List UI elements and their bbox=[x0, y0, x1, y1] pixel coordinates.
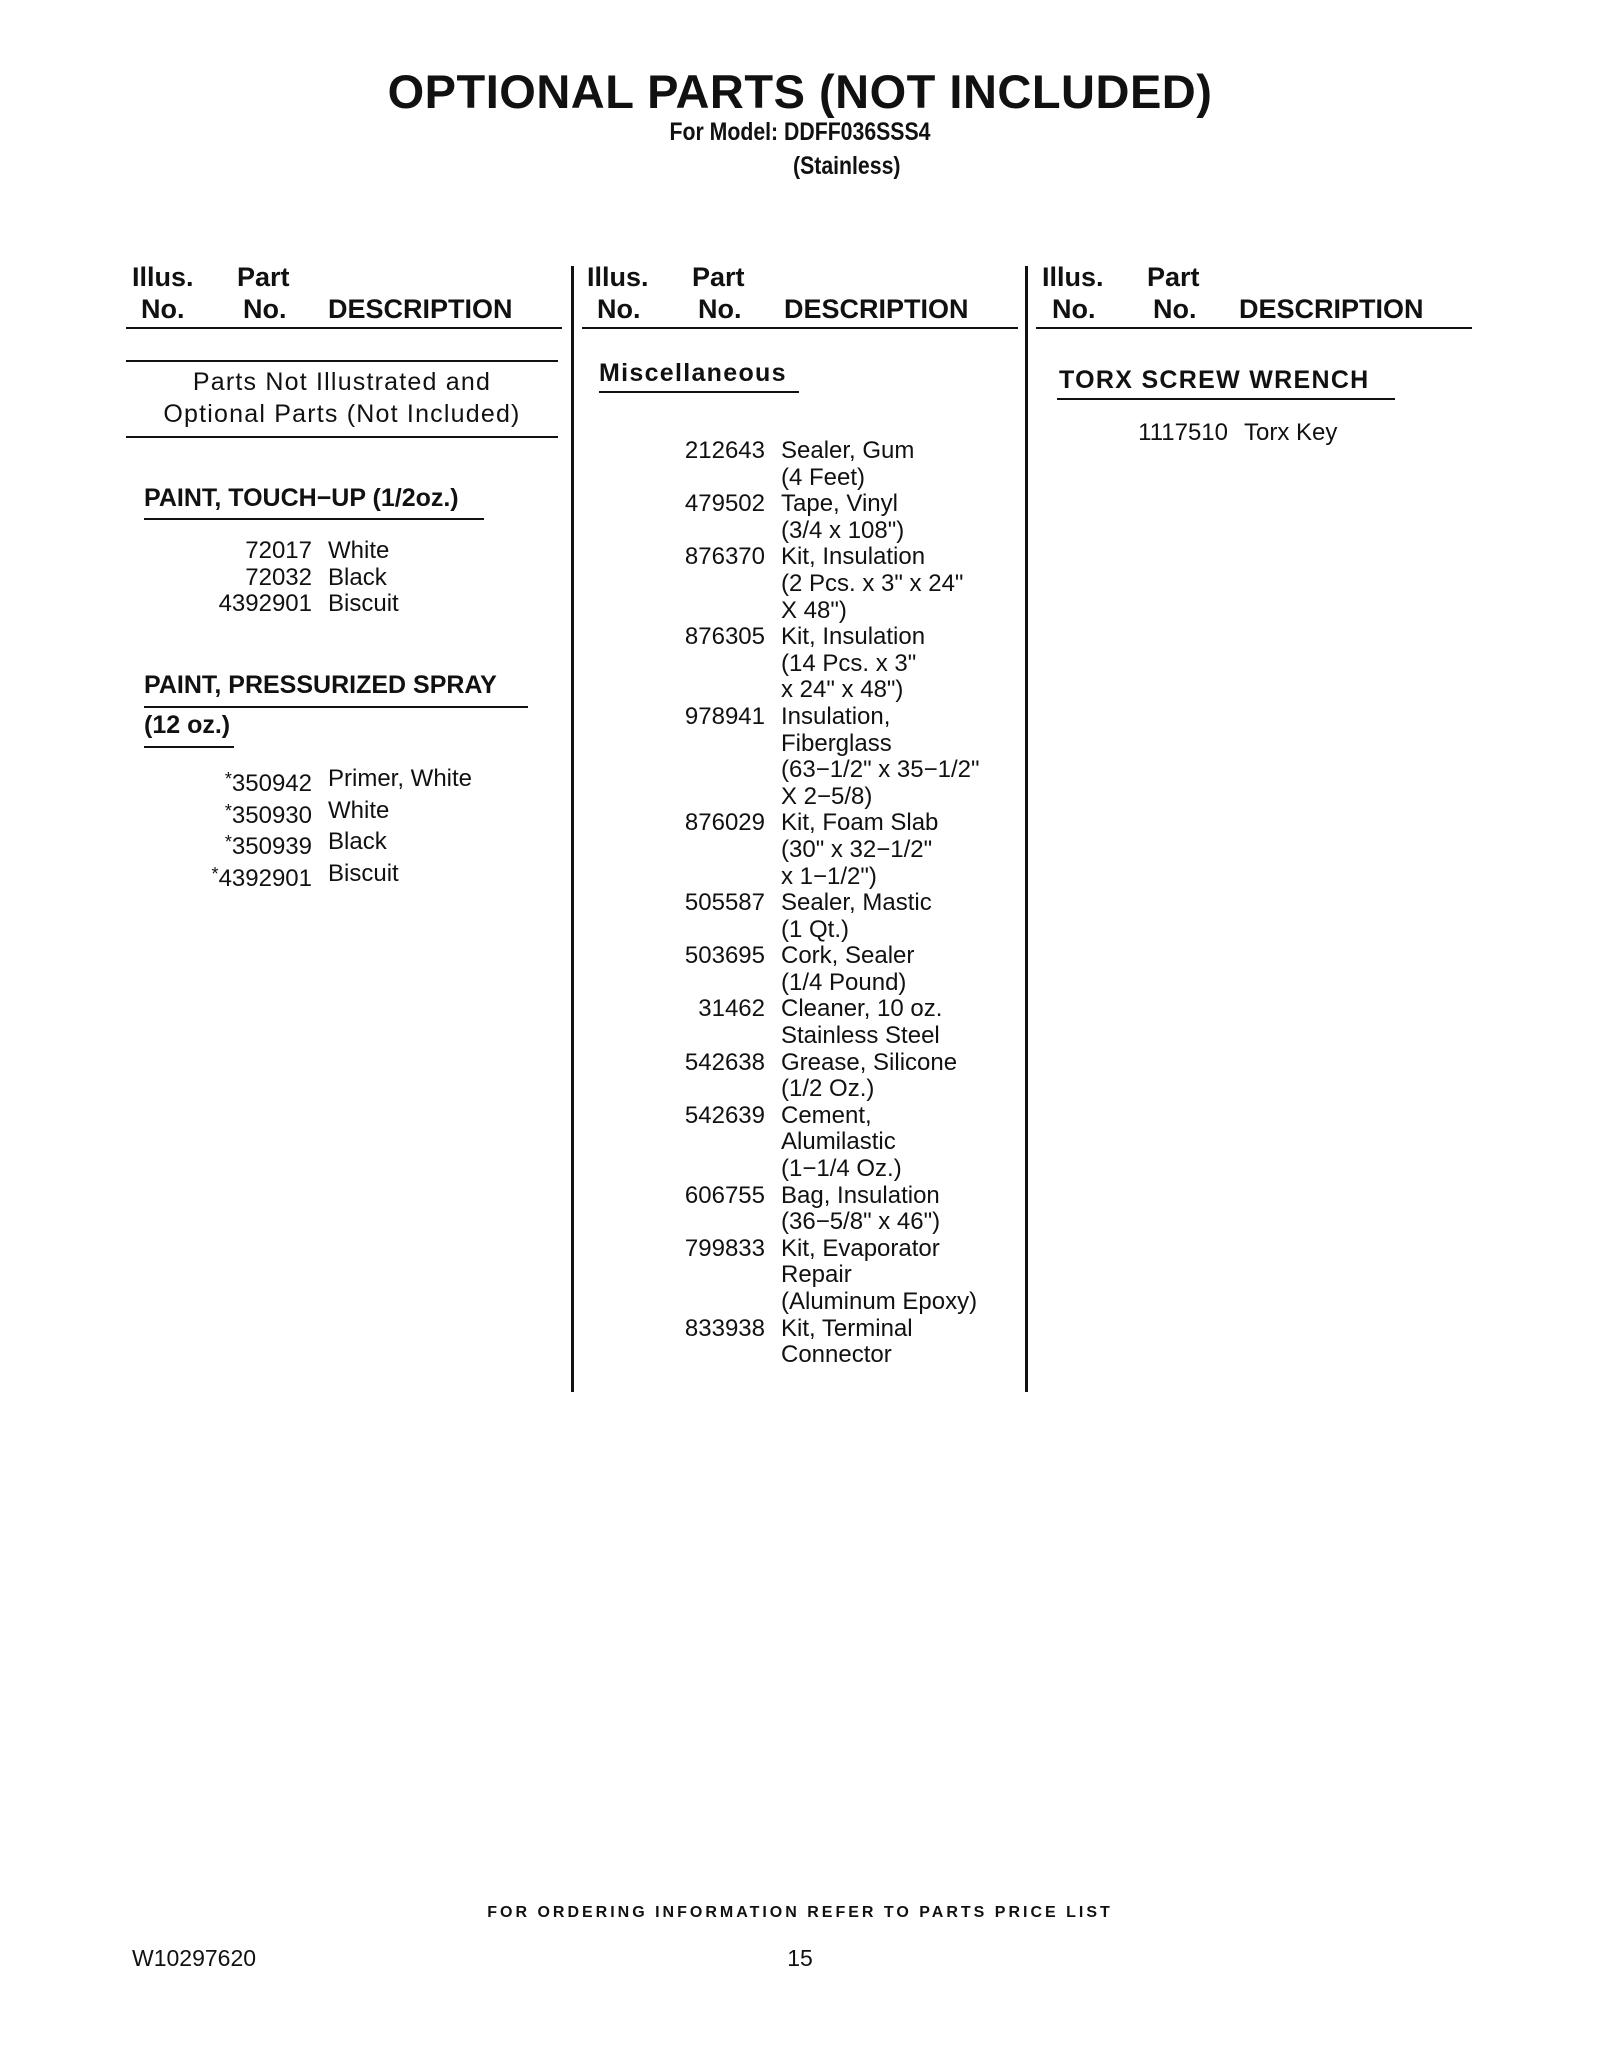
part-description: Cement, Alumilastic (1−1/4 Oz.) bbox=[781, 1101, 902, 1183]
description-label: DESCRIPTION bbox=[784, 294, 969, 324]
section-heading-paint-touchup: PAINT, TOUCH−UP (1/2oz.) bbox=[144, 484, 459, 512]
illus-label: Illus. bbox=[1042, 262, 1104, 292]
part-label: Part bbox=[1147, 262, 1200, 292]
header-underline-1 bbox=[126, 327, 562, 329]
part-description: Sealer, Mastic (1 Qt.) bbox=[781, 889, 932, 943]
part-description: Black bbox=[328, 563, 387, 591]
part-description: Biscuit bbox=[328, 590, 399, 618]
boxed-note-line1: Parts Not Illustrated and bbox=[192, 368, 492, 396]
boxed-note bbox=[126, 366, 558, 430]
list-item bbox=[140, 538, 399, 565]
part-number: 72032 bbox=[245, 563, 312, 591]
boxed-note-bottom-rule bbox=[126, 436, 558, 438]
column-divider-1 bbox=[571, 266, 574, 1392]
part-number: 876370 bbox=[684, 543, 765, 571]
part-description: Kit, Evaporator Repair (Aluminum Epoxy) bbox=[781, 1234, 978, 1315]
part-number: 876305 bbox=[684, 623, 765, 651]
asterisk-mark: * bbox=[224, 832, 232, 853]
part-description: Kit, Foam Slab (30" x 32−1/2" x 1−1/2") bbox=[781, 809, 939, 890]
part-number: 978941 bbox=[684, 702, 765, 730]
boxed-note-line2: Optional Parts (Not Included) bbox=[163, 400, 521, 428]
section-underline-paint-spray-2 bbox=[144, 746, 234, 748]
part-number: 4392901 bbox=[218, 864, 312, 892]
header-underline-3 bbox=[1036, 327, 1472, 329]
variant-subtitle: (Stainless) bbox=[793, 152, 901, 180]
list-item bbox=[600, 1183, 980, 1236]
part-description: Kit, Insulation (2 Pcs. x 3" x 24" X 48") bbox=[781, 543, 964, 624]
list-item bbox=[140, 829, 472, 861]
part-number: 350939 bbox=[231, 833, 312, 861]
illus-no-label: No. bbox=[597, 294, 641, 324]
section-heading-miscellaneous: Miscellaneous bbox=[599, 359, 787, 387]
illus-no-label: No. bbox=[1052, 294, 1096, 324]
list-item bbox=[140, 798, 472, 830]
part-description: Bag, Insulation (36−5/8" x 46") bbox=[781, 1181, 941, 1236]
part-description: Sealer, Gum (4 Feet) bbox=[781, 437, 915, 491]
part-description: Primer, White bbox=[328, 765, 473, 792]
list-item bbox=[600, 544, 980, 624]
part-number: 479502 bbox=[684, 490, 765, 518]
list-item bbox=[600, 943, 980, 996]
part-description: White bbox=[328, 796, 390, 824]
part-number: 503695 bbox=[684, 942, 765, 970]
part-number: 542638 bbox=[684, 1048, 765, 1076]
list-item bbox=[1080, 420, 1337, 447]
section-underline-torx-wrench bbox=[1057, 398, 1395, 400]
list-item bbox=[140, 861, 472, 893]
list-item bbox=[140, 565, 399, 592]
part-number: 606755 bbox=[684, 1181, 765, 1209]
part-description: Cork, Sealer (1/4 Pound) bbox=[781, 942, 915, 996]
paint-spray-list bbox=[140, 766, 472, 892]
part-description: Grease, Silicone (1/2 Oz.) bbox=[781, 1048, 958, 1103]
part-no-label: No. bbox=[243, 294, 287, 324]
section-heading-paint-spray-size: (12 oz.) bbox=[144, 711, 231, 739]
paint-touchup-list bbox=[140, 538, 399, 618]
page-title: OPTIONAL PARTS (NOT INCLUDED) bbox=[387, 65, 1213, 118]
list-item bbox=[600, 1050, 980, 1103]
list-item bbox=[140, 766, 472, 798]
asterisk-mark: * bbox=[224, 800, 232, 821]
section-heading-torx-wrench: TORX SCREW WRENCH bbox=[1059, 366, 1370, 394]
part-description: Kit, Insulation (14 Pcs. x 3" x 24" x 48") bbox=[781, 623, 926, 704]
list-item bbox=[600, 491, 980, 544]
part-description: Insulation, Fiberglass (63−1/2" x 35−1/2" X 2−5/8) bbox=[781, 702, 980, 810]
list-item bbox=[600, 704, 980, 810]
part-number: 350942 bbox=[231, 770, 312, 797]
part-number: 212643 bbox=[684, 437, 765, 464]
part-description: White bbox=[328, 537, 390, 564]
list-item bbox=[600, 810, 980, 890]
part-label: Part bbox=[237, 262, 290, 292]
illus-label: Illus. bbox=[587, 262, 649, 292]
part-number: 505587 bbox=[684, 889, 765, 917]
part-description: Biscuit bbox=[328, 859, 399, 887]
section-underline-paint-spray-1 bbox=[144, 706, 528, 708]
document-number: W10297620 bbox=[132, 1945, 257, 1971]
part-description: Tape, Vinyl (3/4 x 108") bbox=[781, 490, 905, 544]
part-label: Part bbox=[692, 262, 745, 292]
part-number: 833938 bbox=[684, 1314, 765, 1342]
section-underline-paint-touchup bbox=[144, 518, 484, 520]
part-description: Black bbox=[328, 828, 387, 856]
part-description: Torx Key bbox=[1244, 419, 1338, 446]
section-heading-paint-spray: PAINT, PRESSURIZED SPRAY bbox=[144, 671, 497, 699]
illus-no-label: No. bbox=[141, 294, 185, 324]
miscellaneous-list bbox=[600, 438, 980, 1369]
boxed-note-top-rule bbox=[126, 360, 558, 362]
part-number: 31462 bbox=[698, 995, 765, 1023]
part-description: Cleaner, 10 oz. Stainless Steel bbox=[781, 995, 943, 1050]
section-underline-miscellaneous bbox=[599, 391, 799, 393]
asterisk-mark: * bbox=[211, 863, 219, 884]
asterisk-mark: * bbox=[224, 769, 232, 789]
illus-label: Illus. bbox=[132, 262, 194, 292]
page-number: 15 bbox=[787, 1945, 813, 1971]
list-item bbox=[600, 1316, 980, 1369]
header-underline-2 bbox=[582, 327, 1018, 329]
part-number: 1117510 bbox=[1138, 419, 1228, 446]
description-label: DESCRIPTION bbox=[328, 294, 513, 324]
column-divider-2 bbox=[1025, 266, 1028, 1392]
list-item bbox=[600, 996, 980, 1049]
list-item bbox=[600, 1236, 980, 1316]
part-number: 72017 bbox=[245, 537, 312, 564]
part-number: 350930 bbox=[231, 801, 312, 829]
list-item bbox=[600, 624, 980, 704]
torx-wrench-list bbox=[1080, 420, 1337, 447]
ordering-note: FOR ORDERING INFORMATION REFER TO PARTS PRICE LIST bbox=[487, 1904, 1113, 1921]
list-item bbox=[600, 1103, 980, 1183]
model-subtitle: For Model: DDFF036SSS4 bbox=[669, 118, 931, 146]
part-no-label: No. bbox=[698, 294, 742, 324]
list-item bbox=[600, 890, 980, 943]
part-no-label: No. bbox=[1153, 294, 1197, 324]
part-number: 876029 bbox=[684, 809, 765, 837]
list-item bbox=[600, 438, 980, 491]
list-item bbox=[140, 591, 399, 618]
part-number: 4392901 bbox=[218, 590, 312, 618]
part-number: 799833 bbox=[684, 1234, 765, 1262]
part-description: Kit, Terminal Connector bbox=[781, 1314, 913, 1369]
description-label: DESCRIPTION bbox=[1239, 294, 1424, 324]
part-number: 542639 bbox=[684, 1101, 765, 1129]
